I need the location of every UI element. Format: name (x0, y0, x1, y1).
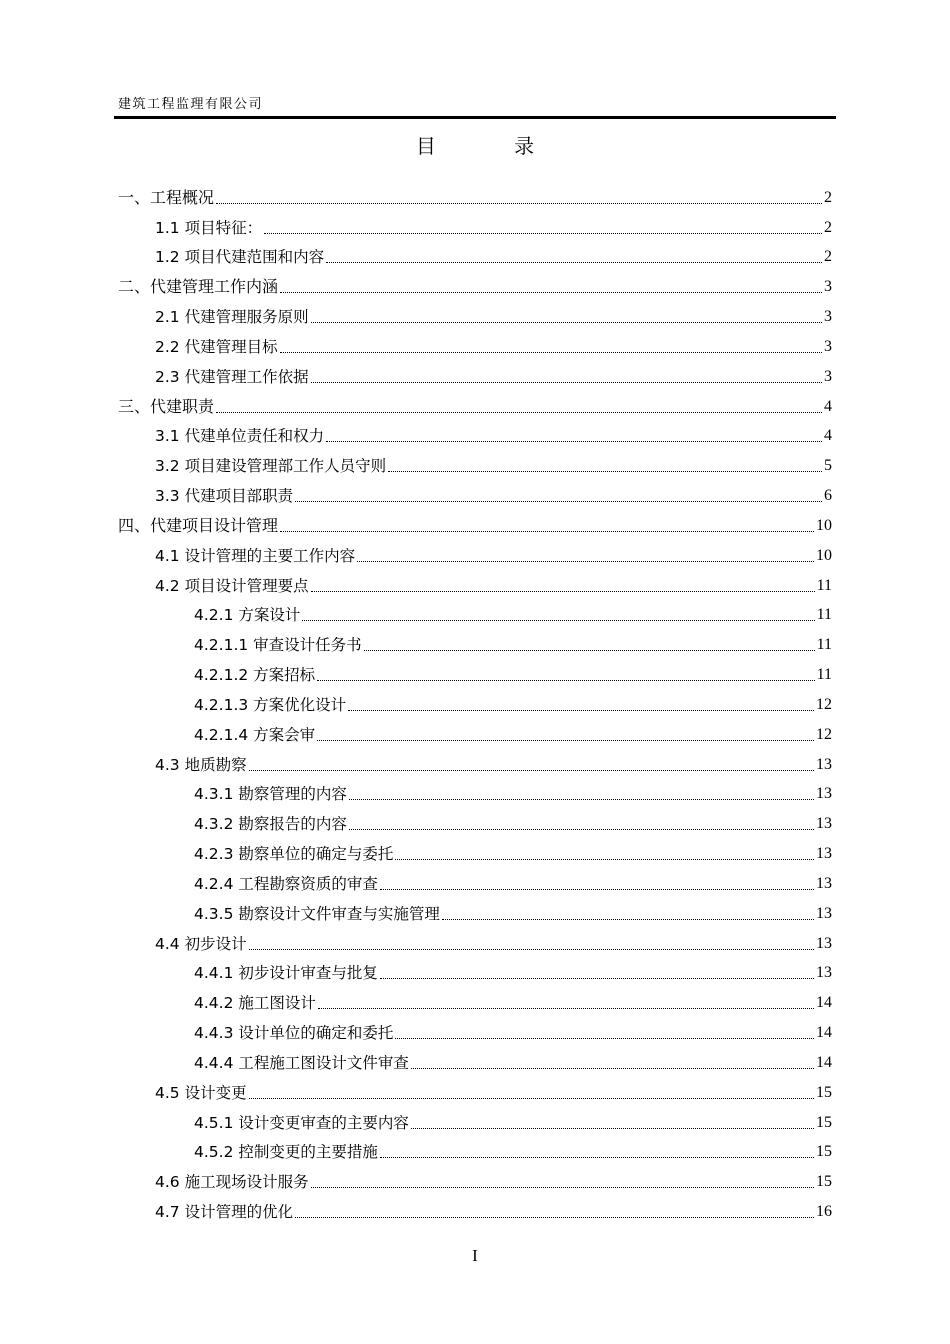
toc-entry[interactable] (118, 212, 832, 242)
toc-dot-leader (295, 1216, 814, 1218)
toc-entry-page: 13 (816, 755, 832, 773)
toc-dot-leader (349, 798, 814, 800)
toc-entry[interactable] (118, 898, 832, 928)
toc-entry-page: 11 (816, 606, 832, 624)
toc-dot-leader (317, 739, 814, 741)
toc-entry[interactable] (118, 779, 832, 809)
toc-entry[interactable] (118, 361, 832, 391)
toc-dot-leader (311, 381, 822, 383)
toc-entry[interactable] (118, 600, 832, 630)
toc-entry-page: 12 (816, 695, 832, 713)
toc-entry[interactable] (118, 1047, 832, 1077)
toc-entry[interactable] (118, 1137, 832, 1167)
toc-entry[interactable] (118, 391, 832, 421)
toc-entry-page: 11 (816, 576, 832, 594)
toc-entry-label: 4.3 地质勘察 (155, 755, 247, 774)
toc-entry[interactable] (118, 331, 832, 361)
toc-entry-label: 1.2 项目代建范围和内容 (155, 248, 325, 267)
toc-entry-label: 2.3 代建管理工作依据 (155, 367, 309, 386)
toc-entry[interactable] (118, 629, 832, 659)
toc-entry[interactable] (118, 1077, 832, 1107)
toc-dot-leader (348, 709, 814, 711)
toc-dot-leader (311, 1186, 814, 1188)
page-number: I (472, 1246, 478, 1265)
toc-entry-page: 15 (816, 1083, 832, 1101)
toc-entry[interactable] (118, 958, 832, 988)
toc-entry-label: 四、代建项目设计管理 (118, 515, 279, 535)
toc-entry-label: 4.4.4 工程施工图设计文件审查 (194, 1053, 409, 1072)
toc-entry-label: 2.1 代建管理服务原则 (155, 308, 309, 327)
toc-entry-label: 3.2 项目建设管理部工作人员守则 (155, 457, 387, 476)
toc-entry-page: 10 (816, 516, 832, 534)
toc-entry-page: 3 (824, 367, 832, 385)
toc-entry[interactable] (118, 719, 832, 749)
toc-dot-leader (380, 888, 814, 890)
toc-entry-label: 3.3 代建项目部职责 (155, 487, 294, 506)
toc-dot-leader (249, 948, 814, 950)
toc-entry[interactable] (118, 1107, 832, 1137)
toc-entry-page: 13 (816, 785, 832, 803)
toc-entry-label: 一、工程概况 (118, 187, 215, 207)
toc-entry-label: 3.1 代建单位责任和权力 (155, 427, 325, 446)
toc-dot-leader (280, 291, 822, 293)
toc-entry-page: 12 (816, 725, 832, 743)
toc-entry-page: 13 (816, 845, 832, 863)
toc-entry[interactable] (118, 182, 832, 212)
toc-entry-page: 11 (816, 636, 832, 654)
toc-dot-leader (318, 1007, 814, 1009)
toc-entry[interactable] (118, 987, 832, 1017)
toc-entry-page: 15 (816, 1173, 832, 1191)
toc-entry-label: 4.7 设计管理的优化 (155, 1202, 294, 1221)
toc-entry-page: 2 (824, 248, 832, 266)
toc-entry-label: 4.4 初步设计 (155, 934, 247, 953)
toc-dot-leader (295, 500, 822, 502)
toc-entry[interactable] (118, 868, 832, 898)
toc-entry[interactable] (118, 450, 832, 480)
toc-dot-leader (326, 261, 822, 263)
toc-entry-page: 5 (824, 457, 832, 475)
toc-dot-leader (280, 530, 814, 532)
toc-entry-page: 13 (816, 964, 832, 982)
toc-entry-page: 13 (816, 904, 832, 922)
toc-dot-leader (311, 321, 822, 323)
toc-dot-leader (388, 470, 822, 472)
toc-dot-leader (326, 440, 822, 442)
toc-entry-page: 4 (824, 397, 832, 415)
toc-entry-label: 4.5.2 控制变更的主要措施 (194, 1143, 378, 1162)
toc-entry[interactable] (118, 540, 832, 570)
toc-entry-label: 1.1 项目特征： (155, 218, 263, 237)
toc-dot-leader (249, 769, 814, 771)
toc-entry-label: 4.1 设计管理的主要工作内容 (155, 546, 356, 565)
toc-entry-page: 4 (824, 427, 832, 445)
toc-entry[interactable] (118, 689, 832, 719)
toc-entry-label: 4.2.1.1 审查设计任务书 (194, 636, 362, 655)
toc-dot-leader (411, 1067, 814, 1069)
toc-dot-leader (311, 590, 815, 592)
toc-entry-page: 15 (816, 1113, 832, 1131)
toc-entry[interactable] (118, 928, 832, 958)
page-title: 目 录 (415, 134, 571, 158)
toc-entry-page: 2 (824, 218, 832, 236)
toc-entry-page: 3 (824, 308, 832, 326)
toc-entry-page: 15 (816, 1143, 832, 1161)
toc-dot-leader (364, 649, 815, 651)
toc-dot-leader (216, 202, 822, 204)
toc-entry-page: 10 (816, 546, 832, 564)
toc-dot-leader (317, 679, 814, 681)
toc-dot-leader (349, 828, 814, 830)
toc-entry-label: 4.3.2 勘察报告的内容 (194, 815, 347, 834)
toc-dot-leader (380, 1156, 814, 1158)
toc-entry-page: 13 (816, 815, 832, 833)
toc-dot-leader (249, 1097, 814, 1099)
toc-entry[interactable] (118, 838, 832, 868)
toc-entry[interactable] (118, 242, 832, 272)
toc-entry-label: 三、代建职责 (118, 396, 215, 416)
toc-entry[interactable] (118, 808, 832, 838)
toc-entry[interactable] (118, 749, 832, 779)
toc-entry-label: 4.3.1 勘察管理的内容 (194, 785, 347, 804)
toc-entry[interactable] (118, 1017, 832, 1047)
toc-dot-leader (280, 351, 822, 353)
toc-entry-label: 4.2.3 勘察单位的确定与委托 (194, 845, 394, 864)
toc-entry-label: 4.4.2 施工图设计 (194, 994, 316, 1013)
toc-entry-page: 14 (816, 1024, 832, 1042)
toc-entry-page: 13 (816, 934, 832, 952)
toc-entry-label: 4.4.3 设计单位的确定和委托 (194, 1024, 394, 1043)
toc-dot-leader (395, 1037, 814, 1039)
header-rule (114, 116, 836, 119)
toc-entry[interactable] (118, 421, 832, 451)
toc-dot-leader (216, 411, 822, 413)
toc-entry-label: 4.2.1.2 方案招标 (194, 666, 316, 685)
toc-entry-page: 3 (824, 278, 832, 296)
toc-entry-page: 14 (816, 1053, 832, 1071)
toc-entry[interactable] (118, 1196, 832, 1226)
toc-dot-leader (357, 560, 814, 562)
toc-dot-leader (302, 619, 814, 621)
toc-entry-label: 4.5 设计变更 (155, 1083, 247, 1102)
toc-entry[interactable] (118, 1166, 832, 1196)
toc-entry-page: 2 (824, 188, 832, 206)
toc-dot-leader (380, 977, 814, 979)
toc-entry[interactable] (118, 570, 832, 600)
toc-entry[interactable] (118, 659, 832, 689)
toc-entry-label: 4.2.4 工程勘察资质的审查 (194, 874, 378, 893)
toc-entry[interactable] (118, 510, 832, 540)
toc-dot-leader (395, 858, 814, 860)
toc-entry-label: 4.4.1 初步设计审查与批复 (194, 964, 378, 983)
toc-dot-leader (411, 1127, 814, 1129)
toc-entry[interactable] (118, 480, 832, 510)
toc-dot-leader (442, 918, 814, 920)
toc-entry-page: 14 (816, 994, 832, 1012)
toc-dot-leader (264, 232, 822, 234)
toc-entry[interactable] (118, 271, 832, 301)
toc-entry-label: 4.2.1 方案设计 (194, 606, 301, 625)
toc-entry-page: 16 (816, 1202, 832, 1220)
toc-entry-label: 4.6 施工现场设计服务 (155, 1173, 309, 1192)
toc-entry-page: 13 (816, 874, 832, 892)
toc-entry-page: 3 (824, 337, 832, 355)
toc-entry-label: 4.5.1 设计变更审查的主要内容 (194, 1113, 409, 1132)
toc-entry[interactable] (118, 301, 832, 331)
toc-entry-label: 4.2 项目设计管理要点 (155, 576, 309, 595)
toc-entry-label: 2.2 代建管理目标 (155, 337, 278, 356)
toc-entry-label: 二、代建管理工作内涵 (118, 277, 279, 297)
company-header: 建筑工程监理有限公司 (118, 97, 264, 112)
toc-entry-page: 11 (816, 666, 832, 684)
table-of-contents (118, 182, 832, 1226)
toc-entry-page: 6 (824, 487, 832, 505)
toc-entry-label: 4.2.1.4 方案会审 (194, 725, 316, 744)
toc-entry-label: 4.2.1.3 方案优化设计 (194, 695, 347, 714)
toc-entry-label: 4.3.5 勘察设计文件审查与实施管理 (194, 904, 440, 923)
